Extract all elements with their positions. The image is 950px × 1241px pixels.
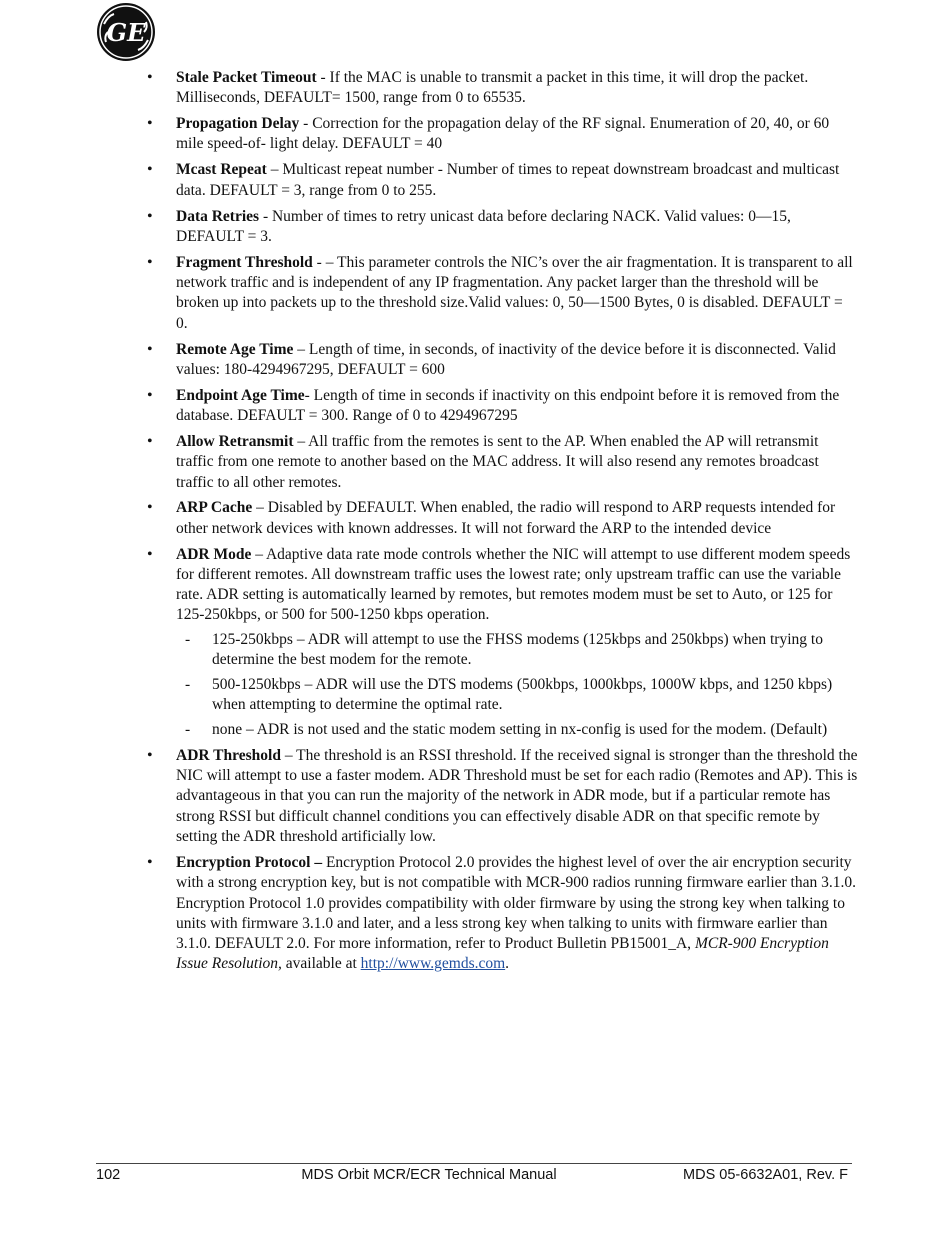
document-body <box>143 68 858 980</box>
description: - Number of times to retry unicast data before declaring NACK. Valid values: 0—15, DEFAULT = 3. <box>176 207 791 245</box>
term: Data Retries <box>176 207 260 225</box>
description: available at <box>281 955 361 973</box>
document-number: MDS 05-6632A01, Rev. F <box>683 1167 848 1183</box>
term: ADR Mode <box>176 545 252 563</box>
list-item <box>143 114 858 155</box>
term: ADR Threshold <box>176 746 281 764</box>
list-item <box>143 253 858 334</box>
page-number: 102 <box>96 1167 121 1183</box>
ge-logo-text: GE <box>106 18 146 47</box>
description: - Length of time in seconds if inactivity on this endpoint before it is removed from the database. DEFAULT = 300. Range of 0 to 4294967295 <box>176 386 840 425</box>
list-item <box>143 545 858 741</box>
term: Propagation Delay <box>176 115 300 133</box>
bulletin-title: MCR-900 Encryption Issue Resolution, <box>176 935 829 973</box>
sub-list-item: - 500-1250kbps – ADR will use the DTS modems (500kbps, 1000kbps, 1000W kbps, and 1250 kbps) when attempting to determine the optimal rate. <box>176 675 858 716</box>
list-item <box>143 498 858 539</box>
list-item <box>143 340 858 381</box>
list-item <box>143 386 858 427</box>
description: - Correction for the propagation delay of the RF signal. Enumeration of 20, 40, or 60 mile speed-of- light delay. DEFAULT = 40 <box>176 115 830 153</box>
term: ARP Cache <box>176 499 253 517</box>
sub-list-item: - none – ADR is not used and the static modem setting in nx-config is used for the modem. (Default) <box>176 720 858 740</box>
list-item <box>143 746 858 847</box>
parameter-list <box>143 68 858 975</box>
manual-title: MDS Orbit MCR/ECR Technical Manual <box>301 1167 557 1183</box>
term: Remote Age Time <box>176 340 294 358</box>
term: Allow Retransmit <box>176 432 294 450</box>
description: – Length of time, in seconds, of inactivity of the device before it is disconnected. Valid values: 180-4294967295, DEFAULT = 600 <box>176 340 836 378</box>
list-item <box>143 853 858 975</box>
description: – All traffic from the remotes is sent to the AP. When enabled the AP will retransmit traffic from one remote to another based on the MAC address. It will also resend any remotes broadcast traffic to all other remotes. <box>176 432 819 491</box>
sub-list-item: - 125-250kbps – ADR will attempt to use the FHSS modems (125kbps and 250kbps) when trying to determine the best modem for the remote. <box>176 630 858 671</box>
term: Encryption Protocol – <box>176 853 323 871</box>
list-item <box>143 432 858 493</box>
description: - If the MAC is unable to transmit a packet in this time, it will drop the packet. Milliseconds, DEFAULT= 1500, range from 0 to 65535. <box>176 69 809 107</box>
description: – Multicast repeat number - Number of times to repeat downstream broadcast and multicast data. DEFAULT = 3, range from 0 to 255. <box>176 161 840 199</box>
list-item <box>143 68 858 109</box>
description: - – This parameter controls the NIC’s over the air fragmentation. It is transparent to all network traffic and is independent of any IP fragmentation. Any packet larger than the threshold will be broken up into packets up to the threshold size.Valid values: 0, 50—1500 Bytes, 0 is disabled. DEFAULT = 0. <box>176 253 853 332</box>
list-item <box>143 207 858 248</box>
list-item <box>143 160 858 201</box>
ge-logo-icon <box>96 2 156 62</box>
description: – Adaptive data rate mode controls whether the NIC will attempt to use different modem speeds for different remotes. All downstream traffic uses the lowest rate; only upstream traffic can use the variable rate. ADR setting is automatically learned by remotes, but remotes modem must be set to Auto, or 125 for 125-250kbps, or 500 for 500-1250 kbps operation. <box>176 545 851 624</box>
gemds-link[interactable]: http://www.gemds.com <box>360 955 506 973</box>
term: Mcast Repeat <box>176 161 267 179</box>
term: Fragment Threshold <box>176 253 313 271</box>
description: . <box>505 955 510 973</box>
description: – Disabled by DEFAULT. When enabled, the radio will respond to ARP requests intended for other network devices with known addresses. It will not forward the ARP to the intended device <box>176 499 836 537</box>
footer-divider <box>96 1163 852 1164</box>
adr-mode-options <box>176 630 858 740</box>
term: Stale Packet Timeout <box>176 69 317 86</box>
description: Encryption Protocol 2.0 provides the highest level of over the air encryption security with a strong encryption key, but is not compatible with MCR-900 radios running firmware earlier than 3.1.0. Encryption Protocol 1.0 provides compatibility with older firmware by using the strong key when talking to units with firmware 3.1.0 and later, and a less strong key when talking to units with firmware earlier than 3.1.0. DEFAULT 2.0. For more information, refer to Product Bulletin PB15001_A, <box>176 853 856 953</box>
description: – The threshold is an RSSI threshold. If the received signal is stronger than the threshold the NIC will attempt to use a faster modem. ADR Threshold must be set for each radio (Remotes and AP). This is advantageous in that you can run the majority of the network in ADR mode, but if a particular remote has strong RSSI but difficult channel conditions you can effectively disable ADR on that specific remote by setting the ADR threshold artificially low. <box>176 746 858 846</box>
term: Endpoint Age Time <box>176 386 305 404</box>
